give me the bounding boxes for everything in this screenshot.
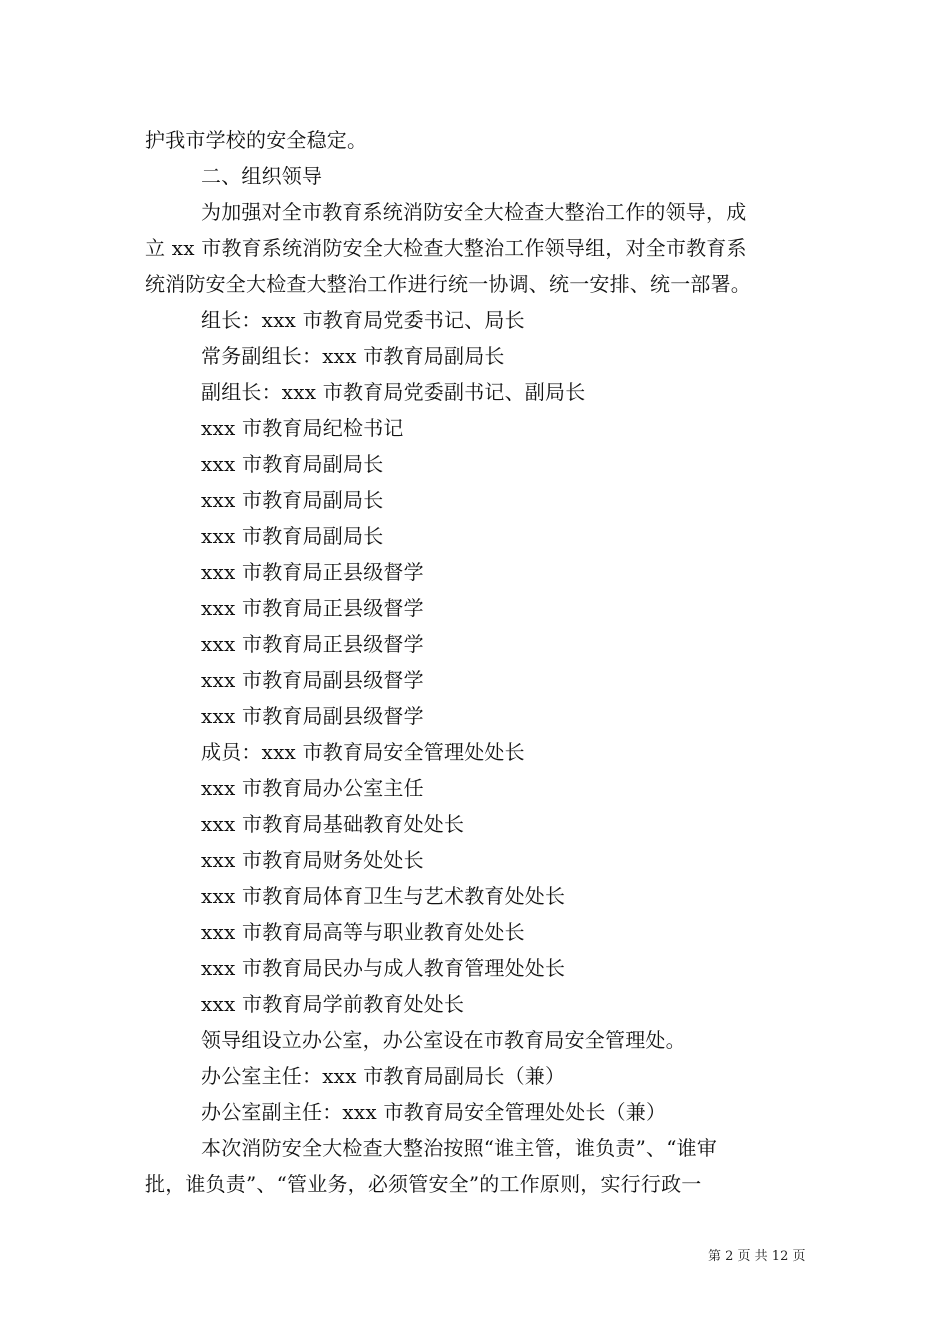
text-line: 成员：xxx 市教育局安全管理处处长: [201, 740, 525, 764]
text-line: 领导组设立办公室，办公室设在市教育局安全管理处。: [201, 1028, 686, 1052]
text-line: xxx 市教育局基础教育处处长: [201, 812, 465, 836]
text-line: xxx 市教育局正县级督学: [201, 596, 424, 620]
text-line: 二、组织领导: [201, 164, 323, 188]
text-line: xxx 市教育局纪检书记: [201, 416, 404, 440]
text-line: xxx 市教育局体育卫生与艺术教育处处长: [201, 884, 566, 908]
text-line: 副组长：xxx 市教育局党委副书记、副局长: [201, 380, 586, 404]
text-line: 办公室主任：xxx 市教育局副局长（兼）: [201, 1064, 566, 1088]
text-line: xxx 市教育局副局长: [201, 452, 384, 476]
text-line: xxx 市教育局副局长: [201, 488, 384, 512]
text-line: 批，谁负责”、“管业务，必须管安全”的工作原则，实行行政一: [145, 1172, 702, 1196]
text-line: xxx 市教育局学前教育处处长: [201, 992, 465, 1016]
text-line: 本次消防安全大检查大整治按照“谁主管，谁负责”、“谁审: [201, 1136, 718, 1160]
text-line: 立 xx 市教育系统消防安全大检查大整治工作领导组，对全市教育系: [145, 236, 747, 260]
text-line: 办公室副主任：xxx 市教育局安全管理处处长（兼）: [201, 1100, 667, 1124]
document-body: [145, 122, 810, 1202]
text-line: xxx 市教育局高等与职业教育处处长: [201, 920, 525, 944]
text-line: xxx 市教育局副局长: [201, 524, 384, 548]
text-line: xxx 市教育局正县级督学: [201, 632, 424, 656]
text-line: 统消防安全大检查大整治工作进行统一协调、统一安排、统一部署。: [145, 272, 751, 296]
page-number-footer: 第 2 页 共 12 页: [708, 1249, 806, 1264]
text-line: xxx 市教育局副县级督学: [201, 668, 424, 692]
text-line: xxx 市教育局办公室主任: [201, 776, 424, 800]
text-line: 组长：xxx 市教育局党委书记、局长: [201, 308, 525, 332]
text-line: 护我市学校的安全稳定。: [145, 128, 368, 152]
text-line: 常务副组长：xxx 市教育局副局长: [201, 344, 505, 368]
text-line: xxx 市教育局副县级督学: [201, 704, 424, 728]
text-line: 为加强对全市教育系统消防安全大检查大整治工作的领导，成: [201, 200, 747, 224]
text-line: xxx 市教育局正县级督学: [201, 560, 424, 584]
text-line: xxx 市教育局民办与成人教育管理处处长: [201, 956, 566, 980]
text-line: xxx 市教育局财务处处长: [201, 848, 424, 872]
